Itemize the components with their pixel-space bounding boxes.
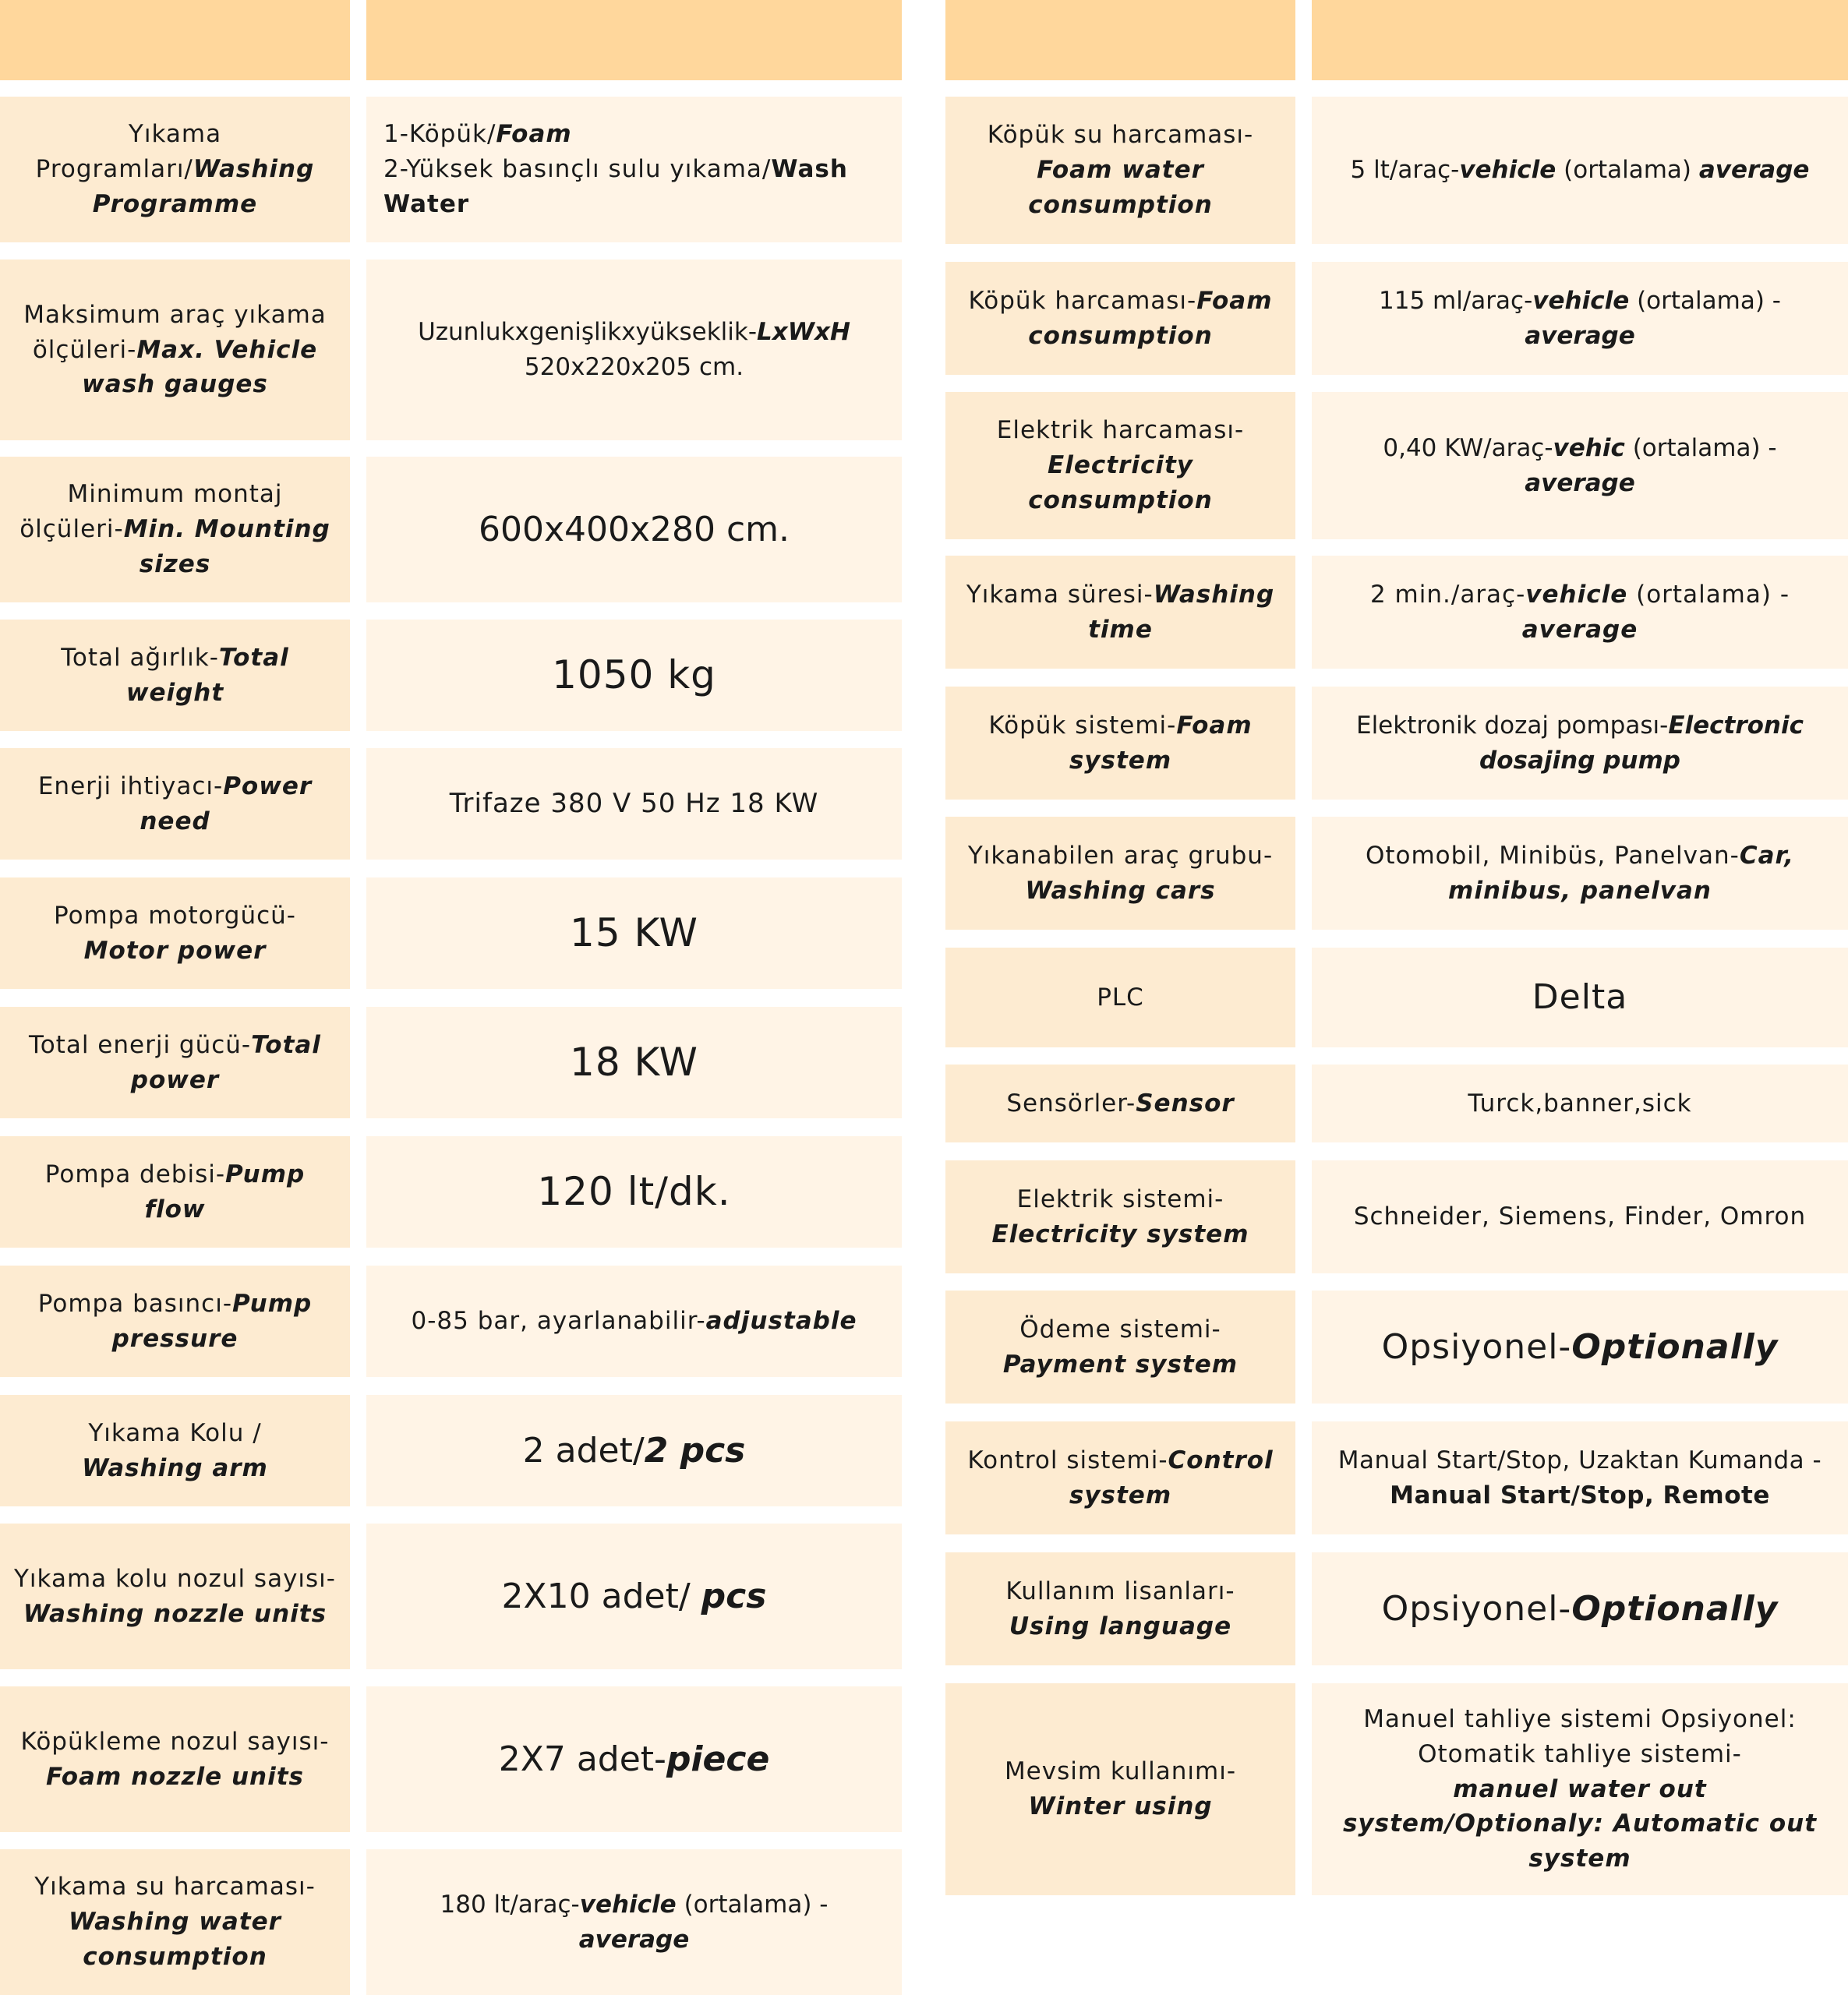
- spec-label: Total ağırlık-Total weight: [0, 620, 350, 731]
- header-cell-4: [1312, 0, 1848, 80]
- spec-value: 0,40 KW/araç-vehic (ortalama) - average: [1312, 392, 1848, 539]
- spec-value: 115 ml/araç-vehicle (ortalama) - average: [1312, 262, 1848, 375]
- spec-value: 0-85 bar, ayarlanabilir-adjustable: [366, 1266, 902, 1377]
- spec-label: Sensörler-Sensor: [945, 1065, 1295, 1142]
- spec-value: 2 adet/2 pcs: [366, 1395, 902, 1506]
- spec-value: 1050 kg: [366, 620, 902, 731]
- spec-value: Manuel tahliye sistemi Opsiyonel: Otomatik tahliye sistemi- manuel water out system/Optionaly: Automatic out system: [1312, 1683, 1848, 1895]
- spec-value: 2X7 adet-piece: [366, 1686, 902, 1832]
- spec-label: Elektrik sistemi- Electricity system: [945, 1160, 1295, 1273]
- spec-label: Yıkanabilen araç grubu- Washing cars: [945, 817, 1295, 930]
- spec-label: Enerji ihtiyacı-Power need: [0, 748, 350, 860]
- spec-label: Yıkama Kolu / Washing arm: [0, 1395, 350, 1506]
- spec-value: Opsiyonel-Optionally: [1312, 1291, 1848, 1404]
- spec-value: 2X10 adet/ pcs: [366, 1524, 902, 1669]
- header-cell-3: [945, 0, 1295, 80]
- spec-label: Elektrik harcaması- Electricity consumption: [945, 392, 1295, 539]
- spec-label: Köpükleme nozul sayısı-Foam nozzle units: [0, 1686, 350, 1832]
- spec-value: Manual Start/Stop, Uzaktan Kumanda - Manual Start/Stop, Remote: [1312, 1421, 1848, 1534]
- spec-label: Pompa debisi-Pump flow: [0, 1136, 350, 1248]
- spec-value: 2 min./araç-vehicle (ortalama) - average: [1312, 556, 1848, 669]
- spec-value: Elektronik dozaj pompası-Electronic dosajing pump: [1312, 687, 1848, 800]
- spec-value: Turck,banner,sick: [1312, 1065, 1848, 1142]
- spec-value: 120 lt/dk.: [366, 1136, 902, 1248]
- spec-value: Uzunlukxgenişlikxyükseklik-LxWxH 520x220x205 cm.: [366, 260, 902, 440]
- spec-label: PLC: [945, 948, 1295, 1047]
- spec-label: Köpük su harcaması- Foam water consumption: [945, 97, 1295, 244]
- spec-value: 1-Köpük/Foam 2-Yüksek basınçlı sulu yıkama/Wash Water: [366, 97, 902, 242]
- spec-label: Ödeme sistemi- Payment system: [945, 1291, 1295, 1404]
- spec-value: Opsiyonel-Optionally: [1312, 1552, 1848, 1665]
- spec-label: Yıkama kolu nozul sayısı-Washing nozzle units: [0, 1524, 350, 1669]
- spec-value: 5 lt/araç-vehicle (ortalama) average: [1312, 97, 1848, 244]
- header-cell-1: [0, 0, 350, 80]
- spec-label: Kullanım lisanları- Using language: [945, 1552, 1295, 1665]
- spec-label: Yıkama süresi-Washing time: [945, 556, 1295, 669]
- spec-label: Mevsim kullanımı- Winter using: [945, 1683, 1295, 1895]
- spec-label: Köpük harcaması-Foam consumption: [945, 262, 1295, 375]
- spec-label: Yıkama su harcaması-Washing water consumption: [0, 1849, 350, 1995]
- spec-value: Otomobil, Minibüs, Panelvan-Car, minibus, panelvan: [1312, 817, 1848, 930]
- header-cell-2: [366, 0, 902, 80]
- spec-label: Minimum montaj ölçüleri-Min. Mounting sizes: [0, 457, 350, 602]
- spec-label: Pompa motorgücü-Motor power: [0, 877, 350, 989]
- spec-value: Schneider, Siemens, Finder, Omron: [1312, 1160, 1848, 1273]
- spec-label: Pompa basıncı-Pump pressure: [0, 1266, 350, 1377]
- spec-label: Maksimum araç yıkama ölçüleri-Max. Vehicle wash gauges: [0, 260, 350, 440]
- spec-value: Trifaze 380 V 50 Hz 18 KW: [366, 748, 902, 860]
- spec-label: Köpük sistemi-Foam system: [945, 687, 1295, 800]
- spec-value: 15 KW: [366, 877, 902, 989]
- spec-value: 180 lt/araç-vehicle (ortalama) - average: [366, 1849, 902, 1995]
- spec-label: Total enerji gücü-Total power: [0, 1007, 350, 1118]
- spec-value: 600x400x280 cm.: [366, 457, 902, 602]
- spec-label: Yıkama Programları/Washing Programme: [0, 97, 350, 242]
- spec-value: Delta: [1312, 948, 1848, 1047]
- spec-label: Kontrol sistemi-Control system: [945, 1421, 1295, 1534]
- spec-value: 18 KW: [366, 1007, 902, 1118]
